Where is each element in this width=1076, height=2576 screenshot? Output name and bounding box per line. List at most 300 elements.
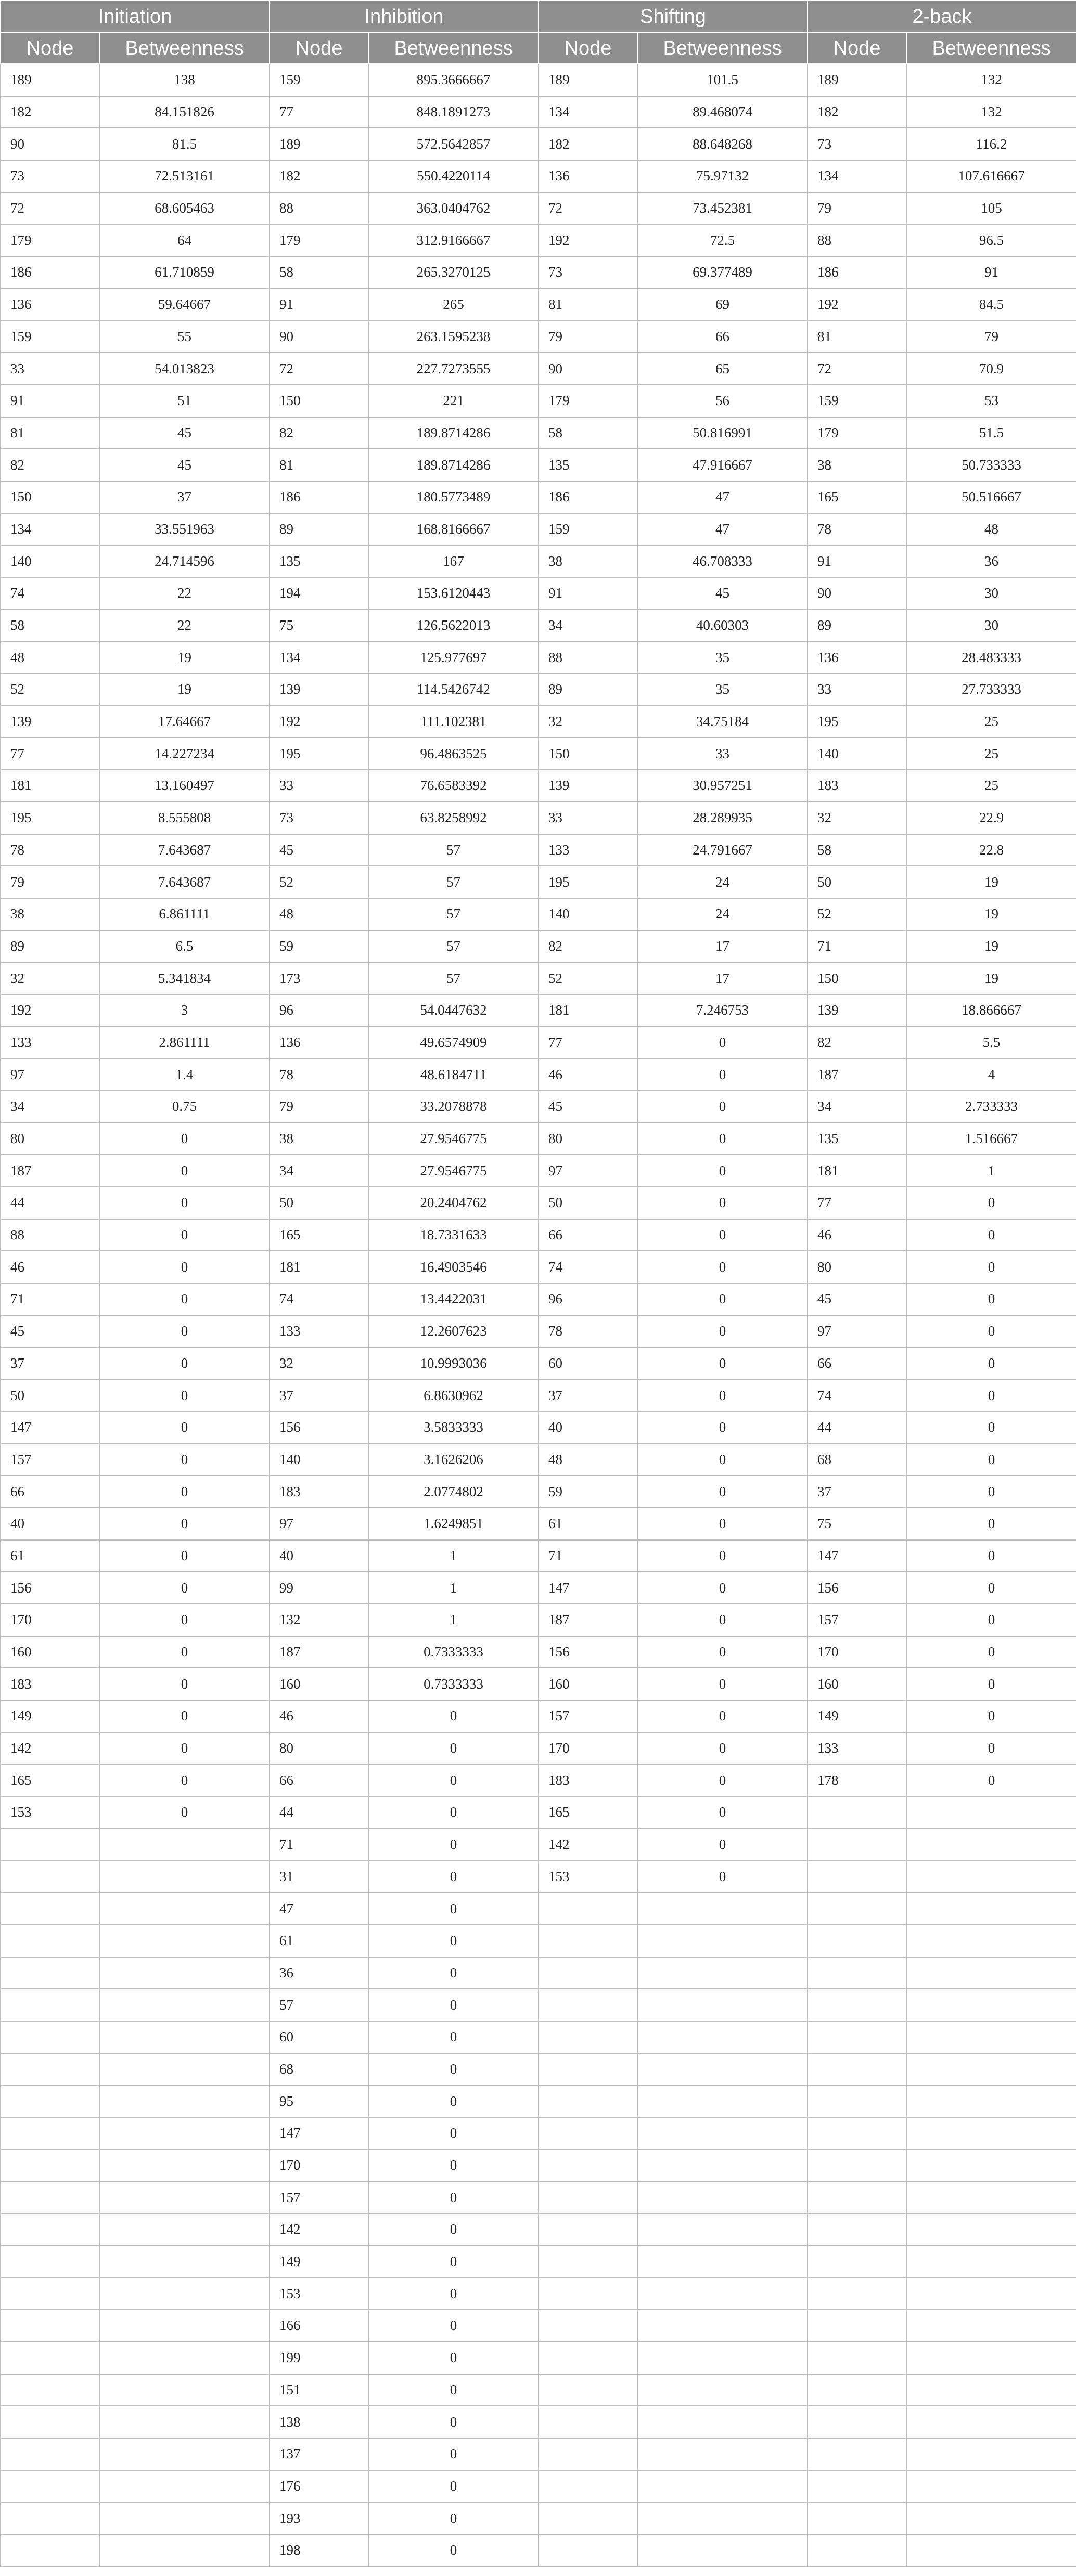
table-row <box>1 128 1076 160</box>
2-back-betweenness-cell: 19 <box>906 962 1076 994</box>
inhibition-betweenness-cell: 0 <box>368 1732 539 1765</box>
2-back-node-cell: 91 <box>808 545 906 577</box>
inhibition-node-cell: 31 <box>270 1861 368 1893</box>
initiation-node-cell: 183 <box>1 1668 99 1700</box>
2-back-betweenness-cell: 28.483333 <box>906 641 1076 674</box>
initiation-betweenness-cell: 6.5 <box>99 930 270 963</box>
2-back-betweenness-cell <box>906 1925 1076 1957</box>
initiation-node-cell: 134 <box>1 513 99 546</box>
shifting-node-cell: 66 <box>539 1219 637 1251</box>
initiation-betweenness-cell: 22 <box>99 610 270 642</box>
header-node: Node <box>808 33 906 64</box>
2-back-betweenness-cell: 0 <box>906 1444 1076 1476</box>
inhibition-betweenness-cell: 49.6574909 <box>368 1027 539 1059</box>
2-back-betweenness-cell <box>906 2502 1076 2534</box>
shifting-betweenness-cell: 101.5 <box>637 64 808 96</box>
inhibition-betweenness-cell: 63.8258992 <box>368 802 539 834</box>
table-row <box>1 834 1076 866</box>
initiation-node-cell: 32 <box>1 962 99 994</box>
table-row <box>1 1508 1076 1540</box>
2-back-node-cell: 134 <box>808 160 906 192</box>
shifting-node-cell: 38 <box>539 545 637 577</box>
shifting-node-cell: 74 <box>539 1251 637 1283</box>
2-back-betweenness-cell <box>906 1989 1076 2021</box>
initiation-node-cell: 80 <box>1 1123 99 1155</box>
2-back-betweenness-cell: 0 <box>906 1187 1076 1219</box>
2-back-node-cell <box>808 2117 906 2150</box>
2-back-betweenness-cell <box>906 1861 1076 1893</box>
shifting-betweenness-cell: 24.791667 <box>637 834 808 866</box>
initiation-node-cell: 182 <box>1 96 99 128</box>
shifting-node-cell: 183 <box>539 1764 637 1796</box>
initiation-node-cell <box>1 2310 99 2342</box>
initiation-betweenness-cell <box>99 1829 270 1861</box>
inhibition-node-cell: 182 <box>270 160 368 192</box>
initiation-node-cell: 170 <box>1 1604 99 1636</box>
shifting-betweenness-cell: 0 <box>637 1283 808 1315</box>
initiation-node-cell <box>1 2181 99 2213</box>
shifting-betweenness-cell: 69 <box>637 289 808 321</box>
2-back-node-cell: 58 <box>808 834 906 866</box>
initiation-betweenness-cell: 8.555808 <box>99 802 270 834</box>
2-back-betweenness-cell: 0 <box>906 1540 1076 1572</box>
2-back-node-cell <box>808 2502 906 2534</box>
inhibition-betweenness-cell: 895.3666667 <box>368 64 539 96</box>
2-back-betweenness-cell: 25 <box>906 770 1076 802</box>
inhibition-betweenness-cell: 227.7273555 <box>368 353 539 385</box>
shifting-node-cell <box>539 1925 637 1957</box>
table-row <box>1 1829 1076 1861</box>
initiation-betweenness-cell <box>99 1957 270 1989</box>
shifting-node-cell: 181 <box>539 994 637 1027</box>
inhibition-betweenness-cell: 13.4422031 <box>368 1283 539 1315</box>
header-node: Node <box>270 33 368 64</box>
2-back-betweenness-cell <box>906 2213 1076 2246</box>
inhibition-betweenness-cell: 0 <box>368 2053 539 2086</box>
inhibition-node-cell: 170 <box>270 2150 368 2182</box>
initiation-node-cell: 150 <box>1 481 99 513</box>
2-back-node-cell: 139 <box>808 994 906 1027</box>
initiation-node-cell: 192 <box>1 994 99 1027</box>
shifting-node-cell: 136 <box>539 160 637 192</box>
shifting-betweenness-cell <box>637 2021 808 2053</box>
2-back-node-cell: 88 <box>808 224 906 256</box>
inhibition-node-cell: 176 <box>270 2470 368 2503</box>
inhibition-betweenness-cell: 57 <box>368 834 539 866</box>
shifting-node-cell: 60 <box>539 1348 637 1380</box>
table-row <box>1 449 1076 481</box>
inhibition-node-cell: 77 <box>270 96 368 128</box>
shifting-betweenness-cell <box>637 2053 808 2086</box>
inhibition-betweenness-cell: 27.9546775 <box>368 1155 539 1187</box>
inhibition-betweenness-cell: 0 <box>368 1700 539 1732</box>
table-row <box>1 385 1076 417</box>
2-back-betweenness-cell: 70.9 <box>906 353 1076 385</box>
2-back-node-cell: 71 <box>808 930 906 963</box>
initiation-betweenness-cell: 0.75 <box>99 1091 270 1123</box>
inhibition-node-cell: 52 <box>270 866 368 898</box>
inhibition-betweenness-cell: 0 <box>368 2117 539 2150</box>
inhibition-betweenness-cell: 111.102381 <box>368 706 539 738</box>
shifting-node-cell <box>539 2277 637 2310</box>
initiation-node-cell: 73 <box>1 160 99 192</box>
table-row <box>1 1027 1076 1059</box>
inhibition-betweenness-cell: 96.4863525 <box>368 737 539 770</box>
shifting-betweenness-cell: 50.816991 <box>637 417 808 449</box>
shifting-node-cell: 40 <box>539 1412 637 1444</box>
2-back-betweenness-cell <box>906 2470 1076 2503</box>
inhibition-node-cell: 183 <box>270 1475 368 1508</box>
initiation-betweenness-cell: 7.643687 <box>99 834 270 866</box>
inhibition-betweenness-cell: 76.6583392 <box>368 770 539 802</box>
table-row <box>1 1861 1076 1893</box>
table-row <box>1 321 1076 353</box>
inhibition-node-cell: 96 <box>270 994 368 1027</box>
2-back-betweenness-cell <box>906 2085 1076 2117</box>
2-back-betweenness-cell: 19 <box>906 898 1076 930</box>
table-row <box>1 1604 1076 1636</box>
2-back-node-cell <box>808 2213 906 2246</box>
2-back-node-cell: 90 <box>808 577 906 610</box>
header-betweenness: Betweenness <box>637 33 808 64</box>
inhibition-node-cell: 89 <box>270 513 368 546</box>
shifting-betweenness-cell <box>637 2117 808 2150</box>
2-back-node-cell: 33 <box>808 674 906 706</box>
2-back-node-cell: 189 <box>808 64 906 96</box>
2-back-node-cell: 147 <box>808 1540 906 1572</box>
inhibition-node-cell: 139 <box>270 674 368 706</box>
initiation-betweenness-cell <box>99 2246 270 2278</box>
initiation-betweenness-cell: 0 <box>99 1315 270 1348</box>
inhibition-node-cell: 73 <box>270 802 368 834</box>
shifting-node-cell <box>539 2310 637 2342</box>
shifting-betweenness-cell: 0 <box>637 1700 808 1732</box>
inhibition-betweenness-cell: 0 <box>368 1861 539 1893</box>
table-row <box>1 1058 1076 1091</box>
initiation-node-cell <box>1 2085 99 2117</box>
2-back-node-cell: 192 <box>808 289 906 321</box>
inhibition-node-cell: 72 <box>270 353 368 385</box>
shifting-betweenness-cell <box>637 1893 808 1925</box>
inhibition-node-cell: 58 <box>270 256 368 289</box>
initiation-node-cell: 48 <box>1 641 99 674</box>
inhibition-node-cell: 34 <box>270 1155 368 1187</box>
group-header-row <box>1 1 1076 33</box>
inhibition-betweenness-cell: 189.8714286 <box>368 417 539 449</box>
initiation-node-cell: 77 <box>1 737 99 770</box>
initiation-node-cell: 189 <box>1 64 99 96</box>
shifting-node-cell: 140 <box>539 898 637 930</box>
initiation-node-cell: 66 <box>1 1475 99 1508</box>
table-row <box>1 513 1076 546</box>
table-row <box>1 2342 1076 2374</box>
inhibition-node-cell: 57 <box>270 1989 368 2021</box>
initiation-betweenness-cell <box>99 1989 270 2021</box>
initiation-betweenness-cell: 0 <box>99 1187 270 1219</box>
shifting-node-cell: 78 <box>539 1315 637 1348</box>
inhibition-node-cell: 149 <box>270 2246 368 2278</box>
shifting-betweenness-cell: 0 <box>637 1251 808 1283</box>
initiation-betweenness-cell <box>99 2534 270 2567</box>
2-back-betweenness-cell <box>906 2246 1076 2278</box>
shifting-node-cell: 45 <box>539 1091 637 1123</box>
inhibition-betweenness-cell: 57 <box>368 930 539 963</box>
2-back-betweenness-cell: 51.5 <box>906 417 1076 449</box>
2-back-betweenness-cell: 0 <box>906 1379 1076 1412</box>
table-row <box>1 737 1076 770</box>
table-row <box>1 994 1076 1027</box>
initiation-node-cell <box>1 2053 99 2086</box>
inhibition-betweenness-cell: 265.3270125 <box>368 256 539 289</box>
2-back-node-cell: 72 <box>808 353 906 385</box>
inhibition-node-cell: 47 <box>270 1893 368 1925</box>
shifting-betweenness-cell: 75.97132 <box>637 160 808 192</box>
table-row <box>1 1540 1076 1572</box>
shifting-node-cell: 50 <box>539 1187 637 1219</box>
shifting-betweenness-cell <box>637 2181 808 2213</box>
initiation-betweenness-cell <box>99 2181 270 2213</box>
shifting-betweenness-cell: 0 <box>637 1604 808 1636</box>
2-back-node-cell: 44 <box>808 1412 906 1444</box>
inhibition-node-cell: 37 <box>270 1379 368 1412</box>
shifting-betweenness-cell: 0 <box>637 1091 808 1123</box>
shifting-betweenness-cell <box>637 2406 808 2438</box>
initiation-betweenness-cell <box>99 2374 270 2406</box>
shifting-betweenness-cell: 30.957251 <box>637 770 808 802</box>
initiation-betweenness-cell: 7.643687 <box>99 866 270 898</box>
inhibition-betweenness-cell: 12.2607623 <box>368 1315 539 1348</box>
initiation-node-cell <box>1 1893 99 1925</box>
shifting-betweenness-cell: 46.708333 <box>637 545 808 577</box>
shifting-node-cell: 133 <box>539 834 637 866</box>
initiation-node-cell: 147 <box>1 1412 99 1444</box>
inhibition-betweenness-cell: 0 <box>368 2342 539 2374</box>
inhibition-betweenness-cell: 263.1595238 <box>368 321 539 353</box>
header-shifting: Shifting <box>539 1 808 33</box>
2-back-betweenness-cell: 0 <box>906 1764 1076 1796</box>
table-row <box>1 2406 1076 2438</box>
2-back-betweenness-cell: 107.616667 <box>906 160 1076 192</box>
initiation-betweenness-cell: 59.64667 <box>99 289 270 321</box>
2-back-betweenness-cell: 27.733333 <box>906 674 1076 706</box>
inhibition-node-cell: 50 <box>270 1187 368 1219</box>
header-initiation: Initiation <box>1 1 270 33</box>
inhibition-node-cell: 48 <box>270 898 368 930</box>
table-row <box>1 2117 1076 2150</box>
2-back-node-cell: 75 <box>808 1508 906 1540</box>
initiation-node-cell: 72 <box>1 192 99 225</box>
shifting-betweenness-cell: 56 <box>637 385 808 417</box>
initiation-betweenness-cell <box>99 2438 270 2470</box>
header-node: Node <box>539 33 637 64</box>
initiation-betweenness-cell: 5.341834 <box>99 962 270 994</box>
initiation-betweenness-cell: 33.551963 <box>99 513 270 546</box>
shifting-node-cell: 33 <box>539 802 637 834</box>
shifting-betweenness-cell <box>637 1925 808 1957</box>
initiation-betweenness-cell: 61.710859 <box>99 256 270 289</box>
shifting-betweenness-cell: 47 <box>637 513 808 546</box>
initiation-node-cell: 58 <box>1 610 99 642</box>
table-row <box>1 2277 1076 2310</box>
inhibition-betweenness-cell: 0 <box>368 2021 539 2053</box>
2-back-betweenness-cell: 19 <box>906 930 1076 963</box>
table-row <box>1 1893 1076 1925</box>
header-betweenness: Betweenness <box>906 33 1076 64</box>
shifting-betweenness-cell: 0 <box>637 1123 808 1155</box>
initiation-node-cell: 89 <box>1 930 99 963</box>
inhibition-node-cell: 165 <box>270 1219 368 1251</box>
shifting-node-cell <box>539 2181 637 2213</box>
inhibition-betweenness-cell: 10.9993036 <box>368 1348 539 1380</box>
inhibition-betweenness-cell: 54.0447632 <box>368 994 539 1027</box>
shifting-betweenness-cell: 0 <box>637 1475 808 1508</box>
shifting-betweenness-cell: 33 <box>637 737 808 770</box>
2-back-node-cell: 97 <box>808 1315 906 1348</box>
initiation-betweenness-cell: 24.714596 <box>99 545 270 577</box>
initiation-node-cell: 46 <box>1 1251 99 1283</box>
inhibition-betweenness-cell: 27.9546775 <box>368 1123 539 1155</box>
2-back-node-cell: 66 <box>808 1348 906 1380</box>
initiation-betweenness-cell: 0 <box>99 1475 270 1508</box>
initiation-betweenness-cell: 0 <box>99 1379 270 1412</box>
inhibition-node-cell: 33 <box>270 770 368 802</box>
header-2-back: 2-back <box>808 1 1076 33</box>
table-row <box>1 545 1076 577</box>
table-row <box>1 2021 1076 2053</box>
table-row <box>1 577 1076 610</box>
table-row <box>1 1475 1076 1508</box>
2-back-node-cell: 150 <box>808 962 906 994</box>
inhibition-betweenness-cell: 3.5833333 <box>368 1412 539 1444</box>
table-row <box>1 64 1076 96</box>
shifting-node-cell: 81 <box>539 289 637 321</box>
table-row <box>1 1283 1076 1315</box>
shifting-betweenness-cell: 0 <box>637 1668 808 1700</box>
inhibition-node-cell: 91 <box>270 289 368 321</box>
inhibition-node-cell: 32 <box>270 1348 368 1380</box>
inhibition-betweenness-cell: 114.5426742 <box>368 674 539 706</box>
2-back-betweenness-cell: 0 <box>906 1668 1076 1700</box>
2-back-betweenness-cell: 0 <box>906 1700 1076 1732</box>
table-row <box>1 930 1076 963</box>
shifting-betweenness-cell: 0 <box>637 1412 808 1444</box>
initiation-betweenness-cell: 68.605463 <box>99 192 270 225</box>
2-back-betweenness-cell: 116.2 <box>906 128 1076 160</box>
2-back-betweenness-cell <box>906 2438 1076 2470</box>
inhibition-node-cell: 173 <box>270 962 368 994</box>
2-back-node-cell: 77 <box>808 1187 906 1219</box>
header-betweenness: Betweenness <box>368 33 539 64</box>
2-back-betweenness-cell <box>906 1957 1076 1989</box>
2-back-betweenness-cell: 0 <box>906 1475 1076 1508</box>
inhibition-betweenness-cell: 221 <box>368 385 539 417</box>
inhibition-node-cell: 186 <box>270 481 368 513</box>
2-back-betweenness-cell <box>906 2181 1076 2213</box>
shifting-betweenness-cell: 0 <box>637 1027 808 1059</box>
2-back-node-cell <box>808 2470 906 2503</box>
initiation-betweenness-cell <box>99 2470 270 2503</box>
initiation-betweenness-cell <box>99 2406 270 2438</box>
initiation-betweenness-cell <box>99 2213 270 2246</box>
2-back-betweenness-cell <box>906 2406 1076 2438</box>
2-back-betweenness-cell <box>906 2150 1076 2182</box>
2-back-betweenness-cell: 0 <box>906 1412 1076 1444</box>
inhibition-node-cell: 88 <box>270 192 368 225</box>
shifting-betweenness-cell <box>637 2470 808 2503</box>
2-back-node-cell <box>808 2406 906 2438</box>
shifting-betweenness-cell: 73.452381 <box>637 192 808 225</box>
inhibition-betweenness-cell: 0 <box>368 2310 539 2342</box>
shifting-node-cell: 58 <box>539 417 637 449</box>
shifting-node-cell: 157 <box>539 1700 637 1732</box>
inhibition-betweenness-cell: 0 <box>368 2502 539 2534</box>
table-row <box>1 481 1076 513</box>
shifting-betweenness-cell <box>637 2150 808 2182</box>
inhibition-node-cell: 44 <box>270 1796 368 1829</box>
initiation-betweenness-cell: 0 <box>99 1412 270 1444</box>
table-row <box>1 1636 1076 1668</box>
2-back-betweenness-cell: 30 <box>906 610 1076 642</box>
initiation-betweenness-cell: 22 <box>99 577 270 610</box>
table-row <box>1 2502 1076 2534</box>
initiation-betweenness-cell <box>99 2342 270 2374</box>
initiation-node-cell: 156 <box>1 1572 99 1604</box>
2-back-node-cell: 80 <box>808 1251 906 1283</box>
inhibition-betweenness-cell: 0 <box>368 2374 539 2406</box>
inhibition-node-cell: 78 <box>270 1058 368 1091</box>
2-back-betweenness-cell: 0 <box>906 1636 1076 1668</box>
2-back-betweenness-cell: 25 <box>906 737 1076 770</box>
initiation-betweenness-cell: 6.861111 <box>99 898 270 930</box>
shifting-betweenness-cell: 47 <box>637 481 808 513</box>
2-back-betweenness-cell <box>906 2117 1076 2150</box>
inhibition-betweenness-cell: 363.0404762 <box>368 192 539 225</box>
shifting-betweenness-cell: 0 <box>637 1540 808 1572</box>
table-row <box>1 2085 1076 2117</box>
shifting-node-cell: 72 <box>539 192 637 225</box>
initiation-node-cell: 44 <box>1 1187 99 1219</box>
shifting-betweenness-cell: 88.648268 <box>637 128 808 160</box>
2-back-node-cell <box>808 2021 906 2053</box>
initiation-betweenness-cell: 37 <box>99 481 270 513</box>
table-row <box>1 1989 1076 2021</box>
table-row <box>1 1925 1076 1957</box>
2-back-node-cell: 178 <box>808 1764 906 1796</box>
shifting-node-cell <box>539 1893 637 1925</box>
shifting-betweenness-cell: 40.60303 <box>637 610 808 642</box>
shifting-node-cell <box>539 2470 637 2503</box>
table-row <box>1 2150 1076 2182</box>
shifting-node-cell <box>539 2374 637 2406</box>
2-back-node-cell <box>808 2150 906 2182</box>
shifting-node-cell <box>539 2534 637 2567</box>
initiation-node-cell: 71 <box>1 1283 99 1315</box>
shifting-betweenness-cell <box>637 1957 808 1989</box>
initiation-betweenness-cell: 0 <box>99 1668 270 1700</box>
shifting-betweenness-cell: 24 <box>637 866 808 898</box>
shifting-node-cell: 187 <box>539 1604 637 1636</box>
table-row <box>1 2213 1076 2246</box>
inhibition-betweenness-cell: 312.9166667 <box>368 224 539 256</box>
table-row <box>1 1444 1076 1476</box>
initiation-node-cell: 82 <box>1 449 99 481</box>
initiation-node-cell: 37 <box>1 1348 99 1380</box>
table-row <box>1 641 1076 674</box>
shifting-betweenness-cell: 0 <box>637 1058 808 1091</box>
2-back-betweenness-cell: 0 <box>906 1283 1076 1315</box>
shifting-node-cell: 192 <box>539 224 637 256</box>
initiation-node-cell <box>1 1957 99 1989</box>
